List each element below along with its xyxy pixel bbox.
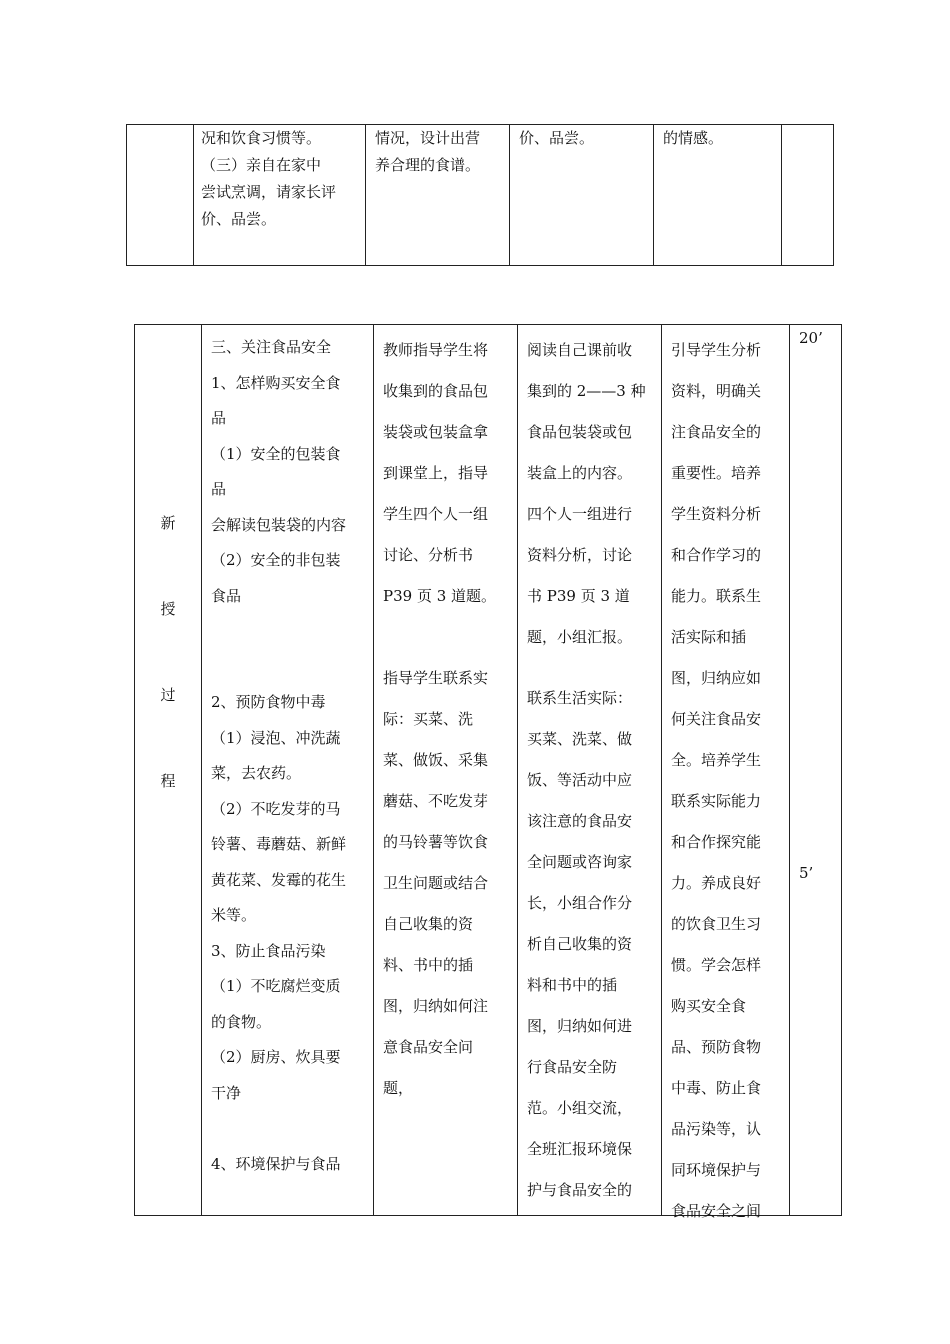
text-line: 阅读自己课前收: [527, 341, 633, 359]
lesson-table: [134, 324, 842, 1220]
text-line: 米等。: [211, 906, 257, 924]
column-divider: [789, 325, 790, 1215]
text-line: 干净: [211, 1083, 242, 1102]
text-line: 同环境保护与: [671, 1161, 762, 1179]
text-line: 重要性。培养: [671, 464, 762, 482]
text-line: 联系生活实际：: [527, 689, 633, 707]
text-line: 资料，明确关: [671, 382, 762, 400]
text-line: 能力。联系生: [671, 587, 762, 605]
text-line: （三）亲自在家中: [201, 156, 322, 174]
teacher-activity-cell: [375, 125, 507, 179]
text-line: 自己收集的资: [383, 915, 474, 933]
column-divider: [653, 125, 654, 265]
text-line: 黄花菜、发霉的花生: [211, 870, 347, 889]
text-line: 料、书中的插: [383, 956, 474, 974]
text-line: 教师指导学生将: [383, 341, 489, 359]
text-line: 图，归纳如何注: [383, 997, 489, 1015]
lesson-table-continued: [126, 124, 834, 266]
text-line: 买菜、洗菜、做: [527, 730, 633, 748]
text-line: 护与食品安全的: [527, 1181, 633, 1199]
text-line: 料和书中的插: [527, 976, 618, 994]
time-cell: [799, 325, 841, 352]
time-cell: [799, 860, 841, 887]
text-line: [527, 658, 659, 678]
text-line: 范。小组交流，: [527, 1099, 633, 1117]
text-line: 食品安全之间: [671, 1202, 762, 1220]
text-line: 3、防止食品污染: [211, 941, 326, 960]
text-line: 力。养成良好: [671, 874, 762, 892]
text-line: 指导学生联系实: [383, 669, 489, 687]
content-cell: [211, 325, 371, 1182]
text-line: 的马铃薯等饮食: [383, 833, 489, 851]
text-line: [383, 617, 515, 658]
text-line: 卫生问题或结合: [383, 874, 489, 892]
text-line: 食品: [211, 586, 242, 605]
text-line: 学生四个人一组: [383, 505, 489, 523]
time-value: 5’: [799, 864, 814, 882]
text-line: 全。培养学生: [671, 751, 762, 769]
text-line: 意食品安全问: [383, 1038, 474, 1056]
column-divider: [201, 325, 202, 1215]
text-line: 活实际和插: [671, 628, 747, 646]
text-line: 该注意的食品安: [527, 812, 633, 830]
text-line: 铃薯、毒蘑菇、新鲜: [211, 835, 347, 853]
text-line: 行食品安全防: [527, 1058, 618, 1076]
column-divider: [193, 125, 194, 265]
text-line: 装盒上的内容。: [527, 464, 633, 482]
text-line: 饭、等活动中应: [527, 771, 633, 789]
design-intent-cell: [663, 125, 779, 152]
text-line: 情况，设计出营: [375, 129, 481, 147]
text-line: （1）浸泡、冲洗蔬: [211, 728, 341, 747]
text-line: 的饮食卫生习: [671, 915, 762, 933]
text-line: 惯。学会怎样: [671, 956, 762, 974]
text-line: 引导学生分析: [671, 341, 762, 359]
text-line: 养合理的食谱。: [375, 156, 481, 174]
text-line: 1、怎样购买安全食: [211, 373, 341, 392]
text-line: 4、环境保护与食品: [211, 1154, 341, 1173]
text-line: [211, 614, 371, 650]
text-line: 的情感。: [663, 129, 724, 147]
text-line: 题，小组汇报。: [527, 628, 633, 646]
text-line: 集到的 2——3 种: [527, 382, 646, 400]
text-line: 尝试烹调，请家长评: [201, 183, 337, 201]
content-cell: [201, 125, 363, 233]
text-line: 品: [211, 480, 227, 498]
text-line: [211, 650, 371, 686]
student-activity-cell: [527, 325, 659, 1211]
text-line: 和合作学习的: [671, 546, 762, 564]
text-line: 价、品尝。: [201, 210, 277, 228]
text-line: 长，小组合作分: [527, 894, 633, 912]
teacher-activity-cell: [383, 325, 515, 1109]
text-line: 图，归纳如何进: [527, 1017, 633, 1035]
text-line: （1）安全的包装食: [211, 444, 341, 463]
stage-label-char: 程: [160, 772, 176, 790]
text-line: 书 P39 页 3 道: [527, 587, 630, 605]
text-line: 品污染等，认: [671, 1120, 762, 1138]
text-line: 资料分析，讨论: [527, 546, 633, 564]
text-line: 菜、做饭、采集: [383, 751, 489, 769]
text-line: 收集到的食品包: [383, 382, 489, 400]
text-line: 会解读包装袋的内容: [211, 515, 347, 534]
text-line: 中毒、防止食: [671, 1079, 762, 1097]
text-line: 联系实际能力: [671, 792, 762, 810]
text-line: 学生资料分析: [671, 505, 762, 523]
text-line: 际：买菜、洗: [383, 710, 474, 728]
text-line: 三、关注食品安全: [211, 338, 332, 356]
text-line: [211, 1111, 371, 1147]
column-divider: [509, 125, 510, 265]
text-line: 品: [211, 409, 227, 427]
column-divider: [781, 125, 782, 265]
text-line: 品、预防食物: [671, 1038, 762, 1056]
text-line: 蘑菇、不吃发芽: [383, 792, 489, 810]
text-line: 和合作探究能: [671, 833, 762, 851]
text-line: （2）不吃发芽的马: [211, 799, 341, 818]
stage-label-char: 新: [160, 514, 176, 532]
column-divider: [365, 125, 366, 265]
column-divider: [373, 325, 374, 1215]
text-line: 的食物。: [211, 1012, 272, 1031]
text-line: 四个人一组进行: [527, 505, 633, 523]
time-value: 20’: [799, 329, 823, 347]
text-line: （2）厨房、炊具要: [211, 1048, 341, 1066]
text-line: 题，: [383, 1079, 414, 1097]
text-line: 价、品尝。: [519, 129, 595, 147]
text-line: 全班汇报环境保: [527, 1140, 633, 1158]
text-line: （1）不吃腐烂变质: [211, 977, 341, 995]
text-line: 到课堂上，指导: [383, 464, 489, 482]
text-line: P39 页 3 道题。: [383, 587, 497, 605]
column-divider: [517, 325, 518, 1215]
stage-label-char: 过: [160, 686, 176, 704]
text-line: 析自己收集的资: [527, 935, 633, 953]
column-divider: [661, 325, 662, 1215]
text-line: 讨论、分析书: [383, 546, 474, 564]
text-line: 全问题或咨询家: [527, 853, 633, 871]
text-line: （2）安全的非包装: [211, 551, 341, 569]
text-line: 2、预防食物中毒: [211, 693, 326, 711]
text-line: 况和饮食习惯等。: [201, 129, 322, 147]
text-line: 装袋或包装盒拿: [383, 423, 489, 441]
student-activity-cell: [519, 125, 651, 152]
text-line: 食品包装袋或包: [527, 423, 633, 441]
text-line: 注食品安全的: [671, 423, 762, 441]
text-line: 图，归纳应如: [671, 669, 762, 687]
text-line: 菜，去农药。: [211, 764, 302, 782]
design-intent-cell: [671, 325, 787, 1232]
text-line: 购买安全食: [671, 997, 747, 1015]
stage-label-char: 授: [160, 600, 176, 618]
text-line: 何关注食品安: [671, 710, 762, 728]
